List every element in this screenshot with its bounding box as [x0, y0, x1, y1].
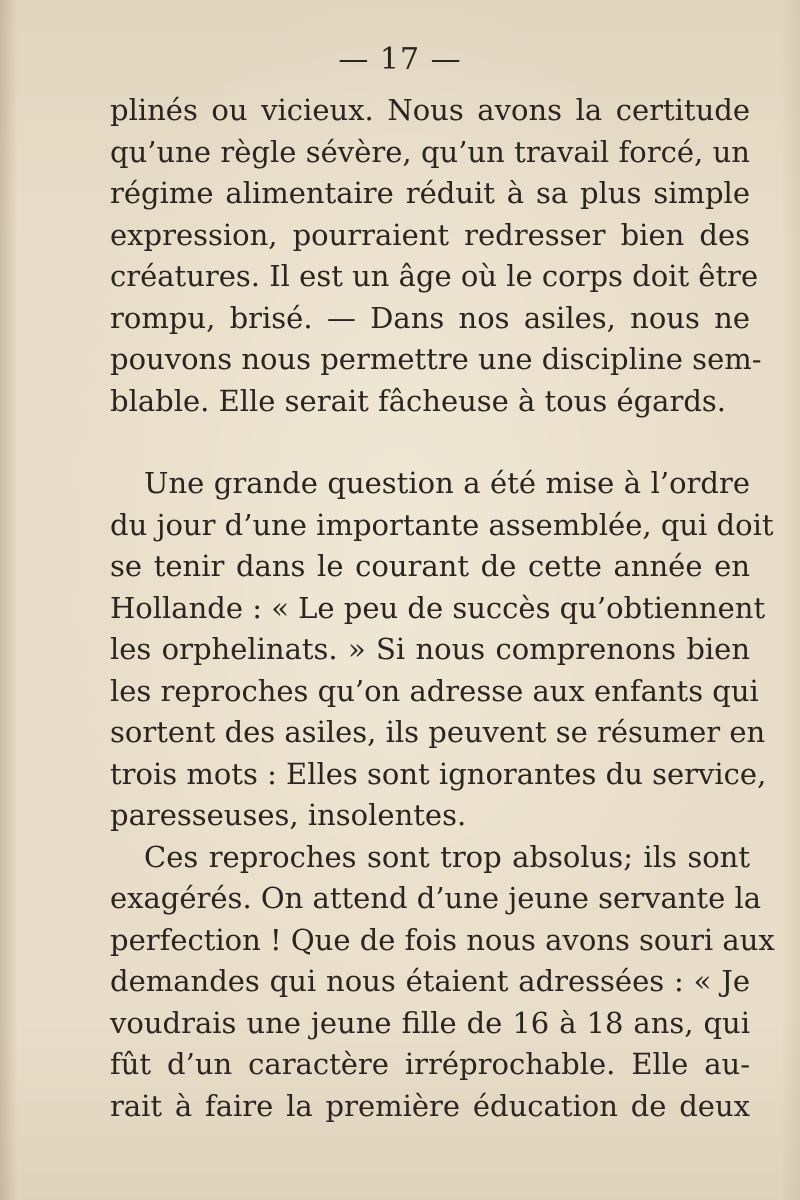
text-line: voudrais une jeune fille de 16 à 18 ans, qui: [110, 1005, 750, 1040]
text-line: qu’une règle sévère, qu’un travail forcé, un: [110, 134, 750, 169]
page-number: — 17 —: [338, 42, 462, 77]
text-line: rait à faire la première éducation de deux: [110, 1088, 750, 1123]
text-line: les reproches qu’on adresse aux enfants qui: [110, 673, 759, 708]
paragraph-gap: [110, 422, 750, 463]
text-line: demandes qui nous étaient adressées : « Je: [110, 964, 750, 998]
text-line: créatures. Il est un âge où le corps doit être: [110, 259, 759, 293]
text-line: exagérés. On attend d’une jeune servante la: [110, 881, 762, 915]
text-line: expression, pourraient redresser bien des: [110, 217, 750, 252]
text-line: sortent des asiles, ils peuvent se résumer en: [110, 715, 766, 749]
text-line: rompu, brisé. — Dans nos asiles, nous ne: [110, 300, 750, 335]
text-line: paresseuses, insolentes.: [110, 798, 467, 832]
text-line: se tenir dans le courant de cette année en: [110, 549, 750, 583]
text-line: perfection ! Que de fois nous avons souri aux: [110, 922, 775, 957]
text-line: Hollande : « Le peu de succès qu’obtiennent: [110, 590, 766, 625]
text-line: Une grande question a été mise à l’ordre: [144, 466, 750, 500]
text-line: trois mots : Elles sont ignorantes du service,: [110, 756, 767, 791]
text-line: plinés ou vicieux. Nous avons la certitude: [110, 93, 750, 127]
text-line: pouvons nous permettre une discipline sem-: [110, 342, 762, 376]
text-line: Ces reproches sont trop absolus; ils sont: [144, 839, 750, 874]
page-text: [110, 90, 775, 1127]
text-line: fût d’un caractère irréprochable. Elle au-: [110, 1047, 750, 1081]
text-line: les orphelinats. » Si nous comprenons bien: [110, 632, 750, 666]
text-line: blable. Elle serait fâcheuse à tous égards.: [110, 383, 726, 418]
text-line: du jour d’une importante assemblée, qui doit: [110, 507, 774, 542]
text-line: régime alimentaire réduit à sa plus simple: [110, 176, 750, 210]
